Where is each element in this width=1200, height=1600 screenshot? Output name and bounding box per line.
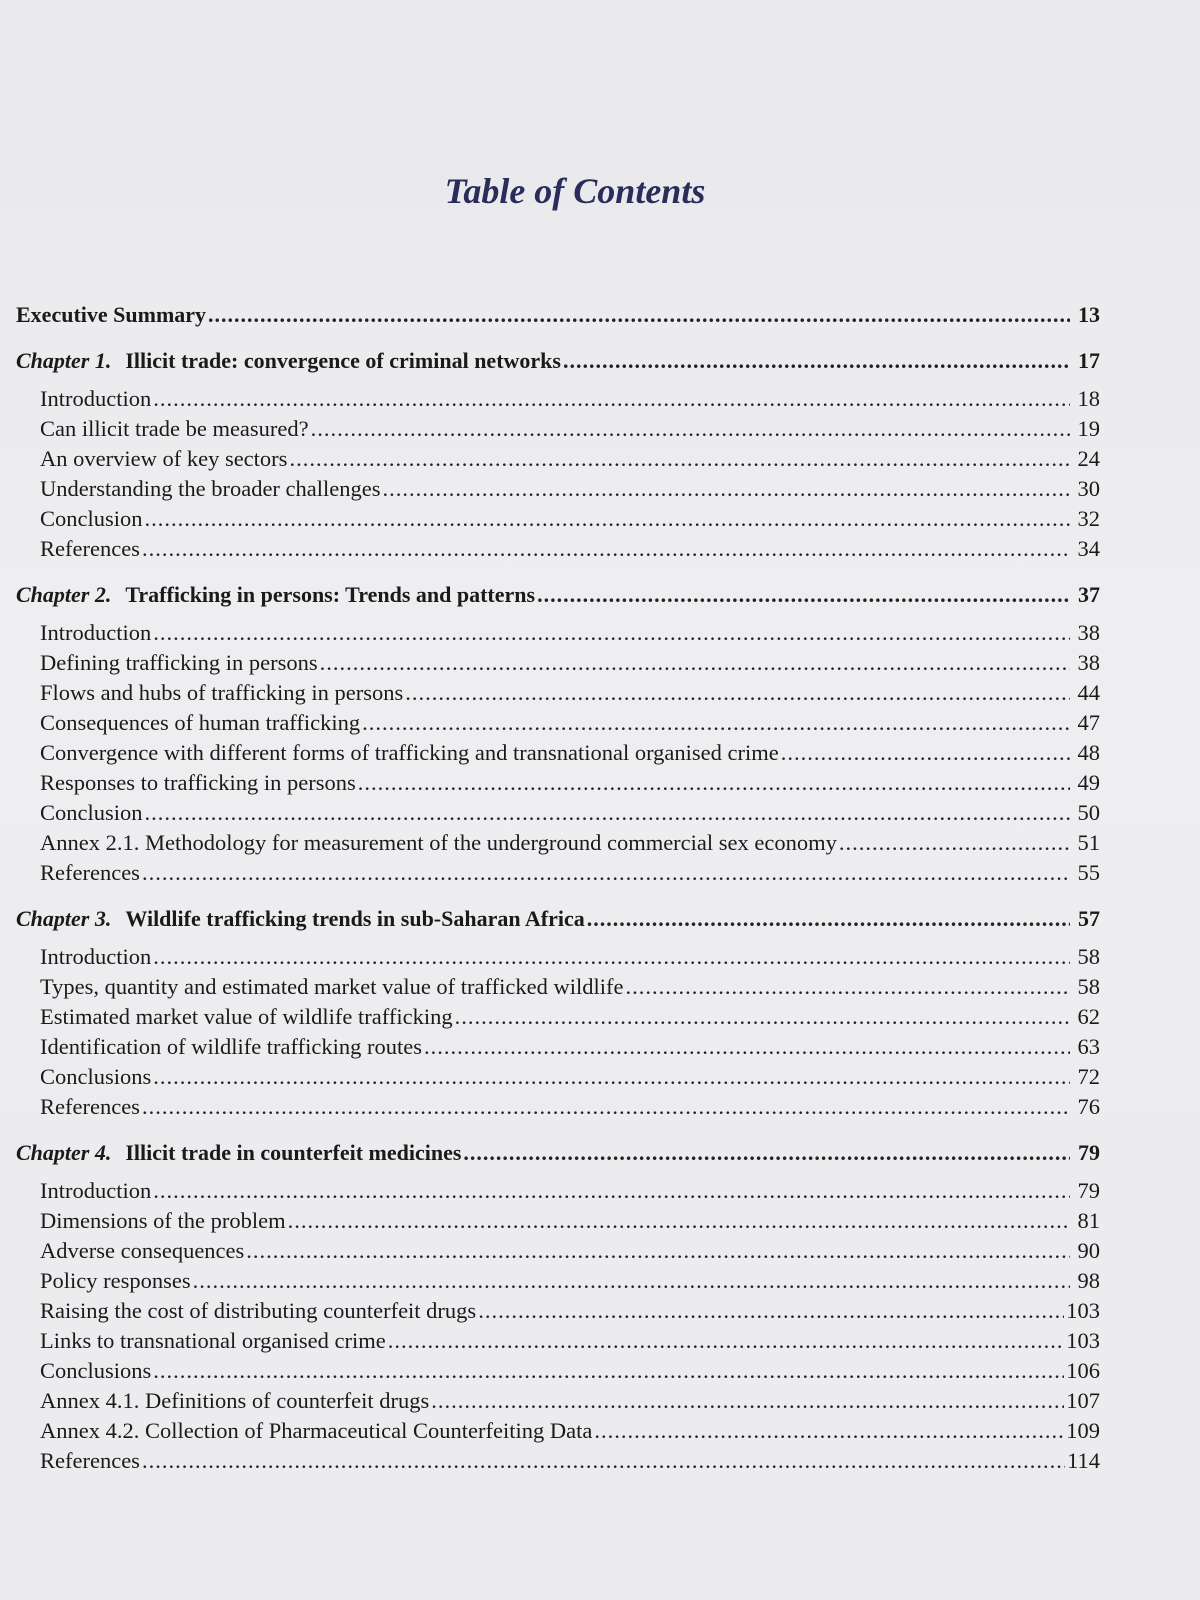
toc-entry [16,1032,1100,1062]
toc-page-number: 50 [1077,800,1100,825]
toc-label: Responses to trafficking in persons [40,770,356,795]
toc-page-number: 18 [1077,386,1100,411]
dot-leader [563,346,1070,376]
dot-leader [431,1386,1064,1416]
toc-chapter-label [16,1138,461,1168]
toc-page-number: 24 [1077,446,1100,471]
toc-page-number: 30 [1077,476,1100,501]
toc-label: Adverse consequences [40,1238,245,1263]
toc-page-number: 48 [1077,740,1100,765]
dot-leader [142,534,1070,564]
toc-page-number: 17 [1078,348,1100,373]
toc-label: Estimated market value of wildlife trafficking [40,1004,453,1029]
toc-entry [16,1386,1100,1416]
toc-page-number: 34 [1077,536,1100,561]
toc-label: Introduction [40,1178,152,1203]
toc-entry [16,798,1100,828]
toc-page-number: 107 [1066,1388,1100,1413]
toc-page-number: 38 [1077,620,1100,645]
toc-page-number: 13 [1078,302,1100,327]
toc-label: Annex 2.1. Methodology for measurement of the underground commercial sex economy [40,830,837,855]
toc-entry [16,1092,1100,1122]
toc-label: References [40,1448,140,1473]
toc-page-number: 103 [1066,1328,1100,1353]
dot-leader [320,648,1070,678]
toc-page-number: 90 [1077,1238,1100,1263]
toc-page-number: 79 [1077,1178,1100,1203]
chapter-title: Illicit trade in counterfeit medicines [125,1140,462,1165]
toc-entry [16,768,1100,798]
toc-label: Conclusion [40,800,143,825]
dot-leader [463,1138,1070,1168]
dot-leader [289,444,1070,474]
toc-chapter-label [16,904,585,934]
toc-label: Annex 4.2. Collection of Pharmaceutical Counterfeiting Data [40,1418,593,1443]
toc-entry [16,1002,1100,1032]
toc-entry [16,384,1100,414]
toc-label: An overview of key sectors [40,446,288,471]
dot-leader [405,678,1070,708]
toc-entry [16,1356,1100,1386]
toc-entry [16,1206,1100,1236]
dot-leader [358,768,1070,798]
toc-page-number: 32 [1077,506,1100,531]
toc-page-number: 81 [1077,1208,1100,1233]
toc-chapter-heading [16,1138,1100,1168]
toc-chapter-heading [16,346,1100,376]
toc-page-number: 58 [1077,974,1100,999]
toc-page-number: 47 [1077,710,1100,735]
toc-page-number: 55 [1077,860,1100,885]
toc-entry [16,942,1100,972]
toc-page-number: 37 [1078,582,1100,607]
dot-leader [142,1092,1070,1122]
dot-leader [839,828,1070,858]
toc-list [16,300,1100,1476]
toc-chapter-heading [16,904,1100,934]
toc-label: Raising the cost of distributing counterfeit drugs [40,1298,477,1323]
toc-label: Convergence with different forms of trafficking and transnational organised crime [40,740,779,765]
toc-entry [16,444,1100,474]
toc-page-number: 58 [1077,944,1100,969]
toc-page-number: 19 [1077,416,1100,441]
toc-label: Conclusion [40,506,143,531]
toc-entry [16,1266,1100,1296]
toc-entry [16,474,1100,504]
chapters-container [16,346,1100,1476]
dot-leader [594,1416,1064,1446]
dot-leader [142,1446,1065,1476]
chapter-number: Chapter 4. [16,1140,112,1165]
toc-label: References [40,536,140,561]
toc-entry [16,1176,1100,1206]
toc-page-number: 98 [1077,1268,1100,1293]
toc-page-number: 63 [1077,1034,1100,1059]
toc-label: Introduction [40,386,152,411]
toc-label: Conclusions [40,1064,152,1089]
chapter-title: Trafficking in persons: Trends and patterns [125,582,536,607]
chapter-number: Chapter 2. [16,582,112,607]
toc-entry [16,1296,1100,1326]
dot-leader [362,708,1070,738]
toc-label: Understanding the broader challenges [40,476,381,501]
dot-leader [311,414,1070,444]
toc-entry [16,1446,1100,1476]
toc-entry [16,972,1100,1002]
dot-leader [388,1326,1064,1356]
toc-label: Types, quantity and estimated market value of trafficked wildlife [40,974,624,999]
toc-page-number: 38 [1077,650,1100,675]
dot-leader [478,1296,1064,1326]
toc-entry [16,1416,1100,1446]
toc-entry [16,678,1100,708]
dot-leader [153,384,1070,414]
toc-page-number: 76 [1077,1094,1100,1119]
dot-leader [153,1176,1070,1206]
toc-label: References [40,1094,140,1119]
dot-leader [587,904,1070,934]
toc-page-number: 114 [1067,1448,1100,1473]
dot-leader [383,474,1071,504]
toc-page-number: 62 [1077,1004,1100,1029]
dot-leader [153,618,1070,648]
toc-page-number: 51 [1077,830,1100,855]
toc-label: Executive Summary [16,302,207,327]
toc-entry [16,708,1100,738]
toc-page-number: 109 [1066,1418,1100,1443]
dot-leader [781,738,1070,768]
toc-chapter-heading [16,580,1100,610]
chapter-title: Illicit trade: convergence of criminal networks [125,348,561,373]
toc-chapter-label [16,580,535,610]
toc-label: Links to transnational organised crime [40,1328,386,1353]
toc-label: Can illicit trade be measured? [40,416,309,441]
toc-label: Policy responses [40,1268,191,1293]
dot-leader [193,1266,1070,1296]
toc-entry [16,1326,1100,1356]
toc-label: Flows and hubs of trafficking in persons [40,680,404,705]
dot-leader [246,1236,1070,1266]
toc-entry [16,618,1100,648]
dot-leader [537,580,1070,610]
dot-leader [288,1206,1070,1236]
toc-entry [16,504,1100,534]
chapter-number: Chapter 1. [16,348,112,373]
toc-page-number: 44 [1077,680,1100,705]
toc-entry [16,828,1100,858]
toc-page-number: 72 [1077,1064,1100,1089]
toc-page-number: 103 [1066,1298,1100,1323]
toc-entry [16,534,1100,564]
toc-label: Introduction [40,944,152,969]
dot-leader [145,798,1070,828]
chapter-title: Wildlife trafficking trends in sub-Saharan Africa [125,906,585,931]
toc-page-number: 57 [1078,906,1100,931]
chapter-number: Chapter 3. [16,906,112,931]
dot-leader [153,1356,1064,1386]
toc-label: Dimensions of the problem [40,1208,286,1233]
toc-entry [16,414,1100,444]
toc-label: Annex 4.1. Definitions of counterfeit drugs [40,1388,430,1413]
toc-executive-summary [16,300,1100,330]
dot-leader [424,1032,1070,1062]
toc-entry [16,1236,1100,1266]
dot-leader [145,504,1070,534]
dot-leader [208,300,1070,330]
toc-label: Introduction [40,620,152,645]
toc-page-number: 49 [1077,770,1100,795]
dot-leader [625,972,1070,1002]
toc-label: Consequences of human trafficking [40,710,361,735]
toc-entry [16,648,1100,678]
toc-chapter-label [16,346,561,376]
toc-label: References [40,860,140,885]
toc-label: Identification of wildlife trafficking routes [40,1034,422,1059]
toc-entry [16,1062,1100,1092]
toc-entry [16,858,1100,888]
toc-entry [16,738,1100,768]
dot-leader [153,942,1070,972]
toc-page-number: 106 [1066,1358,1100,1383]
dot-leader [142,858,1070,888]
page-title: Table of Contents [444,171,706,211]
toc-label: Defining trafficking in persons [40,650,318,675]
toc-page-number: 79 [1078,1140,1100,1165]
dot-leader [153,1062,1070,1092]
toc-label: Conclusions [40,1358,152,1383]
dot-leader [455,1002,1070,1032]
